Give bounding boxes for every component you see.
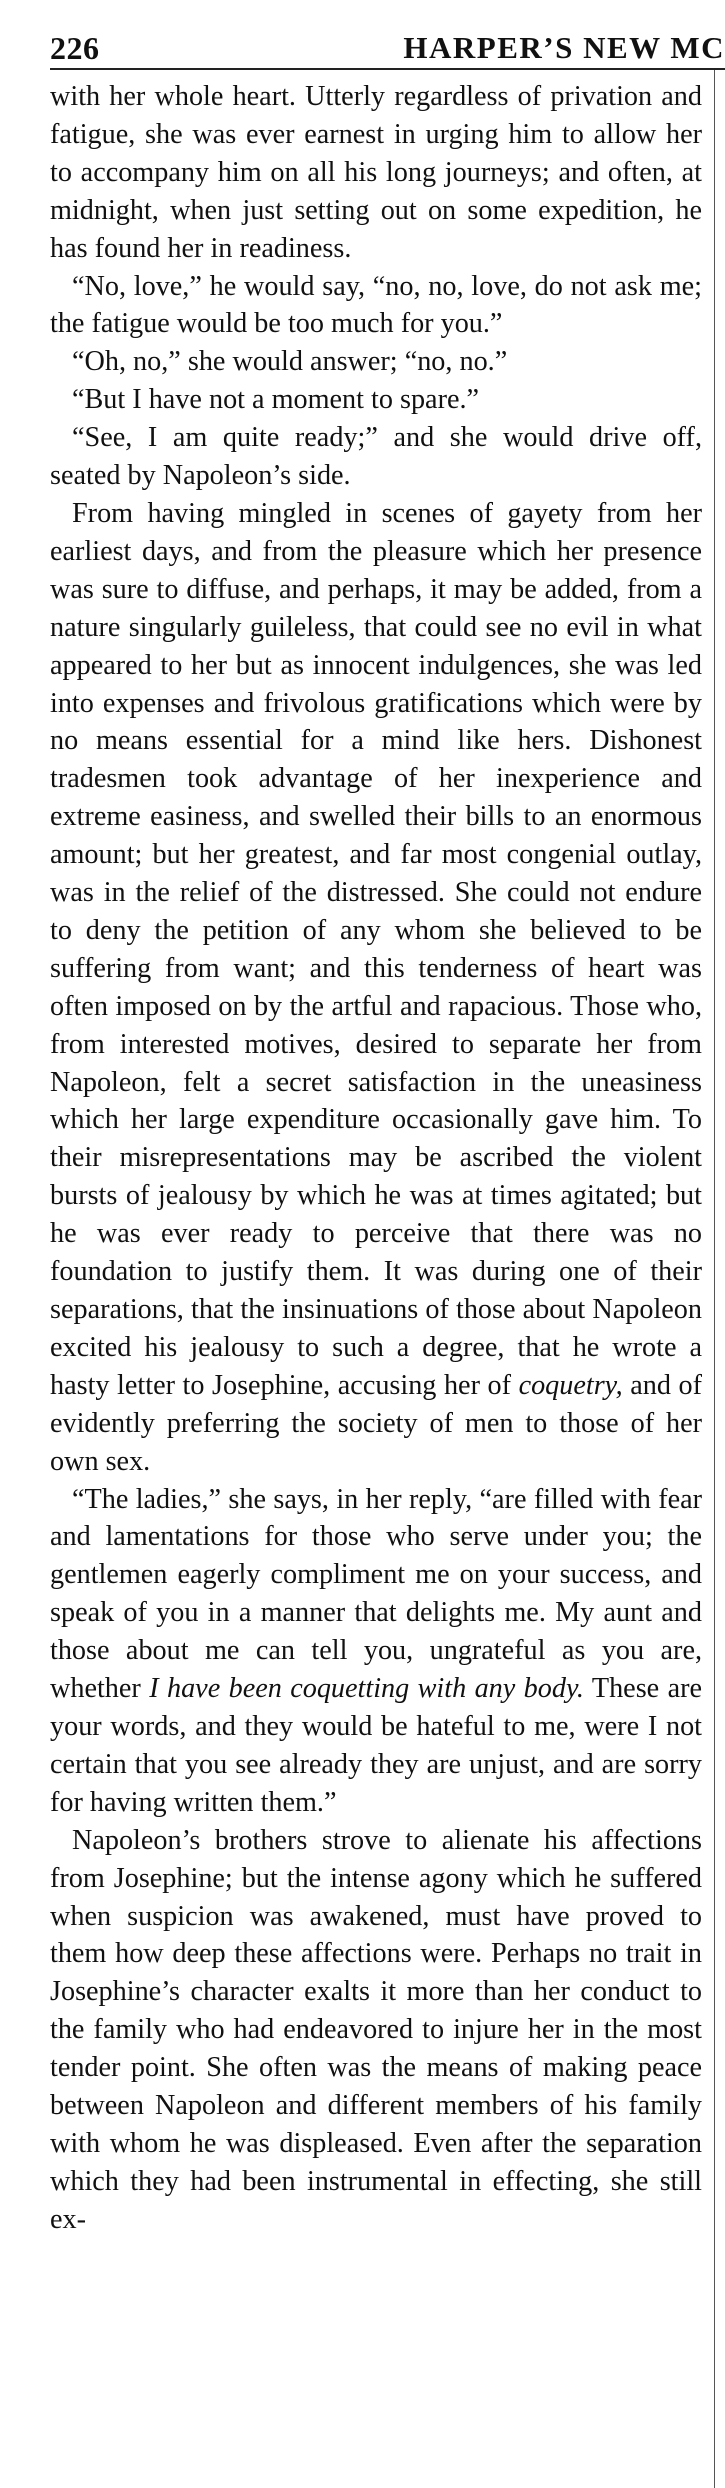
- running-head: [50, 22, 725, 70]
- italic-emphasis: coquetry,: [518, 1369, 623, 1401]
- paragraph: [50, 1822, 702, 2239]
- paragraph: [50, 1481, 702, 1822]
- paragraph-text: Napoleon’s brothers strove to alienate his affections from Josephine; but the intense agony which he suffered when suspicion was awakened, must have proved to them how deep these affections were. Perhaps no trait in Josephine’s character exalts it more than her conduct to the family who had endeavored to injure her in the most tender point. She often was the means of making peace between Napoleon and different members of his family with whom he was displeased. Even after the separation which they had been instrumental in effecting, she still ex-: [50, 1824, 702, 2235]
- paragraph-text: and of evidently preferring the society of men to those of her own sex.: [50, 1369, 702, 1477]
- paragraph: [50, 495, 702, 1481]
- paragraph-text: From having mingled in scenes of gayety from her earliest days, and from the pleasure which her presence was sure to diffuse, and perhaps, it may be added, from a nature singularly guileless, that could see no evil in what appeared to her but as innocent indulgences, she was led into expenses and frivolous gratifications which were by no means essential for a mind like hers. Dishonest tradesmen took advantage of her inexperience and extreme easiness, and swelled their bills to an enormous amount; but her greatest, and far most congenial outlay, was in the relief of the distressed. She could not endure to deny the petition of any whom she believed to be suffering from want; and this tenderness of heart was often imposed on by the artful and rapacious. Those who, from interested motives, desired to separate her from Napoleon, felt a secret satisfaction in the uneasiness which her large expenditure occasionally gave him. To their misrepresentations may be ascribed the violent bursts of jealousy by which he was at times agitated; but he was ever ready to perceive that there was no foundation to justify them. It was during one of their separations, that the insinuations of those about Napoleon excited his jealousy to such a degree, that he wrote a hasty letter to Josephine, accusing her of: [50, 497, 702, 1401]
- page-number: 226: [50, 30, 100, 66]
- text-column: [50, 78, 702, 2478]
- paragraph-text: with her whole heart. Utterly regardless of privation and fatigue, she was ever earnest in urging him to allow her to accompany him on all his long journeys; and often, at midnight, when just setting out on some expedition, he has found her in readiness.: [50, 81, 702, 264]
- paragraph: [50, 419, 702, 495]
- paragraph-text: “See, I am quite ready;” and she would drive off, seated by Napoleon’s side.: [50, 422, 702, 492]
- paragraph-text: These are your words, and they would be hateful to me, were I not certain that you see already they are unjust, and are sorry for having written them.”: [50, 1673, 702, 1818]
- paragraph: [50, 343, 702, 381]
- paragraph-text: “The ladies,” she says, in her reply, “are filled with fear and lamentations for those who serve under you; the gentlemen eagerly compliment me on your success, and speak of you in a manner that delights me. My aunt and those about me can tell you, ungrateful as you are, whether: [50, 1483, 702, 1705]
- paragraph: [50, 381, 702, 419]
- paragraph: [50, 78, 702, 268]
- paragraph-text: “But I have not a moment to spare.”: [72, 384, 480, 416]
- paragraph-text: “No, love,” he would say, “no, no, love, do not ask me; the fatigue would be too much for you.”: [50, 270, 702, 340]
- paragraph-text: “Oh, no,” she would answer; “no, no.”: [72, 346, 508, 378]
- paragraph: [50, 268, 702, 344]
- running-title: HARPER’S NEW MC: [403, 30, 725, 65]
- column-divider: [714, 70, 715, 2488]
- italic-emphasis: I have been coquetting with any body.: [149, 1673, 584, 1705]
